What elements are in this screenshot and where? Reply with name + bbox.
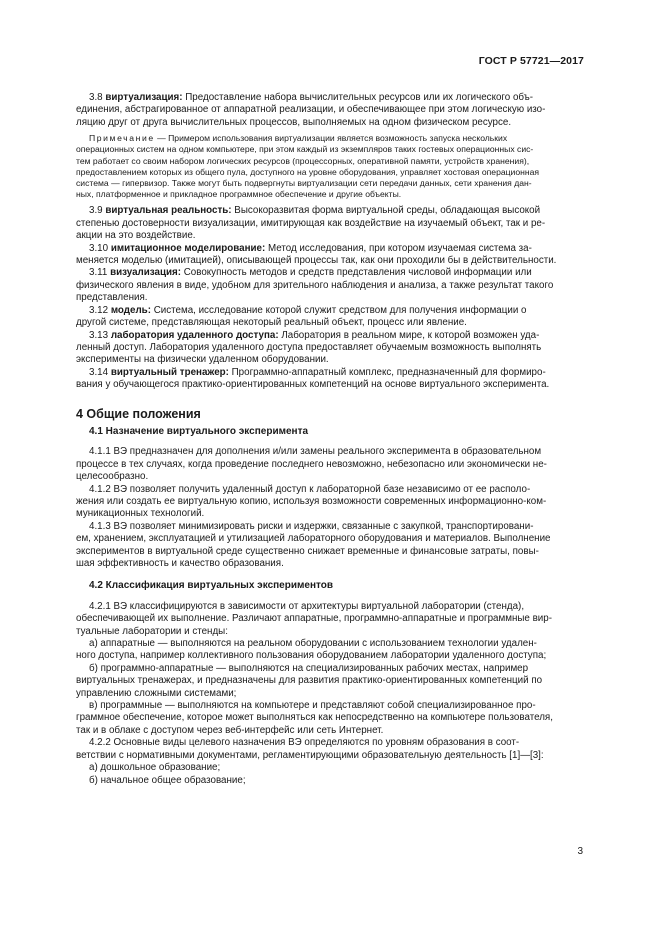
def-text: Высокоразвитая форма виртуальной среды, обладающая высокой [231,205,541,217]
def-text: акции на это воздействие. [76,230,196,242]
definition-3-12 [76,305,582,330]
paragraph-line: ного доступа, например коллективного пользования оборудованием лаборатории удаленного доступа; [76,650,547,662]
definition-3-8 [76,92,582,129]
note-block [76,133,582,200]
paragraph-4-1-3 [76,521,582,571]
definition-3-13 [76,330,582,367]
paragraph-line: обеспечивающей их выполнение. Различают аппаратные, программно-аппаратные и программные вир- [76,613,552,625]
paragraph-line: жения или создать ее виртуальную копию, используя возможности современных информационно-ком- [76,495,547,507]
paragraph-line: экспериментов в виртуальной среде существенно снижает временные и финансовые затраты, повы- [76,545,539,557]
note-text: ных, платформенное и прикладное программное обеспечение и другие объекты. [76,189,402,200]
def-text: эксперименты на физически удаленном оборудовании. [76,354,329,366]
def-text: Программно-аппаратный комплекс, предназначенный для формиро- [228,366,546,378]
paragraph-line: виртуальных тренажерах, и предназначены для развития практико-ориентированных компетенций по [76,675,543,687]
def-text: Совокупность методов и средств представления числовой информации или [180,267,532,279]
def-text: единения, абстрагированное от аппаратной реализации, и обеспечивающее при этом логическую изо- [76,104,546,116]
def-number: 3.10 [89,242,109,254]
def-text: вания у обучающегося практико-ориентированных компетенций на основе виртуального эксперимента. [76,379,550,391]
paragraph-line: процессе в тех случаях, когда проведение последнего невозможно, небезопасно или экономически не- [76,458,547,470]
def-term: лаборатория удаленного доступа: [110,329,279,341]
def-number: 3.11 [89,267,108,279]
note-label: Примечание [89,133,155,144]
def-text: меняется моделью (имитацией), описывающей процессы так, как они проходили бы в действительности. [76,255,557,267]
def-number: 3.14 [89,366,109,378]
def-text: Система, исследование которой служит средством для получения информации о [150,304,527,316]
paragraph-line: 4.1.1 ВЭ предназначен для дополнения и/или замены реального эксперимента в образовательном [89,446,542,458]
def-term: визуализация: [110,267,181,279]
def-term: имитационное моделирование: [110,242,266,254]
paragraph-line: а) аппаратные — выполняются на реальном оборудовании с использованием технологии удален- [89,638,537,650]
list-item-v [76,700,582,737]
paragraph-line: ветствии с нормативными документами, регламентирующими образовательную деятельность [1]—[3]: [76,749,544,761]
def-number: 3.12 [89,304,109,316]
paragraph-line: б) программно-аппаратные — выполняются на специализированных рабочих местах, например [89,662,529,674]
note-text: предоставлением которых из общего пула, доступного на уровне оборудования, управляет хостовая операционная [76,166,540,177]
list-item-b [76,775,582,787]
paragraph-line: 4.2.2 Основные виды целевого назначения ВЭ определяются по уровням образования в соот- [89,737,520,749]
subsection-heading: 4.1 Назначение виртуального эксперимента [89,425,309,437]
list-item-a [76,638,582,663]
paragraph-line: 4.1.2 ВЭ позволяет получить удаленный доступ к лабораторной базе независимо от ее располо- [89,483,531,495]
note-text: операционных систем на одном компьютере, при этом каждый из экземпляров таких гостевых операционных сис- [76,144,534,155]
def-number: 3.9 [89,205,103,217]
def-text: физического явления в виде, удобном для зрительного наблюдения и анализа, а также результат такого [76,279,554,291]
page-number: 3 [577,846,583,857]
paragraph-4-1-1 [76,446,582,483]
list-item-a [76,762,582,774]
document-body [76,92,582,787]
paragraph-line: в) программные — выполняются на компьютере и представляют собой специализированное про- [89,700,536,712]
paragraph-line: муникационных технологий. [76,508,205,520]
paragraph-line: б) начальное общее образование; [89,774,246,786]
def-text: представления. [76,292,148,304]
paragraph-4-2-1 [76,601,582,638]
paragraph-line: граммное обеспечение, которое может выполняться как непосредственно на компьютере пользователя, [76,712,553,724]
definition-3-10 [76,243,582,268]
def-text: ляцию друг от друга вычислительных процессов, выполняемых на одном физическом ресурсе. [76,116,512,128]
paragraph-line: шая эффективность и качество образования. [76,558,284,569]
section-heading: 4 Общие положения [76,406,201,421]
paragraph-line: ем, хранением, эксплуатацией и утилизацией лабораторного оборудования и материалов. Выполнение [76,533,551,545]
def-number: 3.13 [89,329,109,341]
def-text: Лаборатория в реальном мире, к которой возможен уда- [278,329,540,341]
standard-code-header: ГОСТ Р 57721—2017 [478,55,584,67]
paragraph-4-1-2 [76,484,582,521]
paragraph-line: туальные лаборатории и стенды: [76,625,228,637]
def-number: 3.8 [89,92,103,103]
def-term: модель: [110,304,151,316]
paragraph-line: 4.1.3 ВЭ позволяет минимизировать риски и издержки, связанные с закупкой, транспортировани- [89,520,534,532]
paragraph-4-2-2 [76,737,582,762]
def-text: ленный доступ. Лаборатория удаленного доступа предоставляет обучаемым возможность выполнять [76,341,542,353]
def-text: Предоставление набора вычислительных ресурсов или их логического объ- [182,92,534,103]
definition-3-14 [76,367,582,392]
def-term: виртуализация: [105,92,183,103]
note-text: система — гипервизор. Также могут быть подвергнуты виртуализации сети передачи данных, сети хранения дан- [76,178,532,189]
paragraph-line: так и в облаке с доступом через веб-интерфейс или сеть Интернет. [76,724,384,736]
def-text: другой системе, представляющая некоторый реальный объект, процесс или явление. [76,317,467,329]
note-text: тем работает со своим набором логических ресурсов (процессорных, оперативной памяти, устройств хранения), [76,155,530,166]
definition-3-9 [76,205,582,242]
paragraph-line: управлению сложными системами; [76,687,237,699]
paragraph-line: 4.2.1 ВЭ классифицируются в зависимости от архитектуры виртуальной лаборатории (стенда), [89,600,525,612]
definition-3-11 [76,267,582,304]
paragraph-line: целесообразно. [76,471,149,483]
def-text: Метод исследования, при котором изучаемая система за- [265,242,532,254]
def-text: степенью достоверности визуализации, имитирующая как воздействие на изучаемый объект, так и ре- [76,217,546,229]
def-term: виртуальный тренажер: [110,366,229,378]
def-term: виртуальная реальность: [105,205,232,217]
subsection-heading: 4.2 Классификация виртуальных экспериментов [89,580,334,592]
list-item-b [76,663,582,700]
note-text: — Примером использования виртуализации является возможность запуска нескольких [154,133,508,144]
paragraph-line: а) дошкольное образование; [89,762,221,774]
